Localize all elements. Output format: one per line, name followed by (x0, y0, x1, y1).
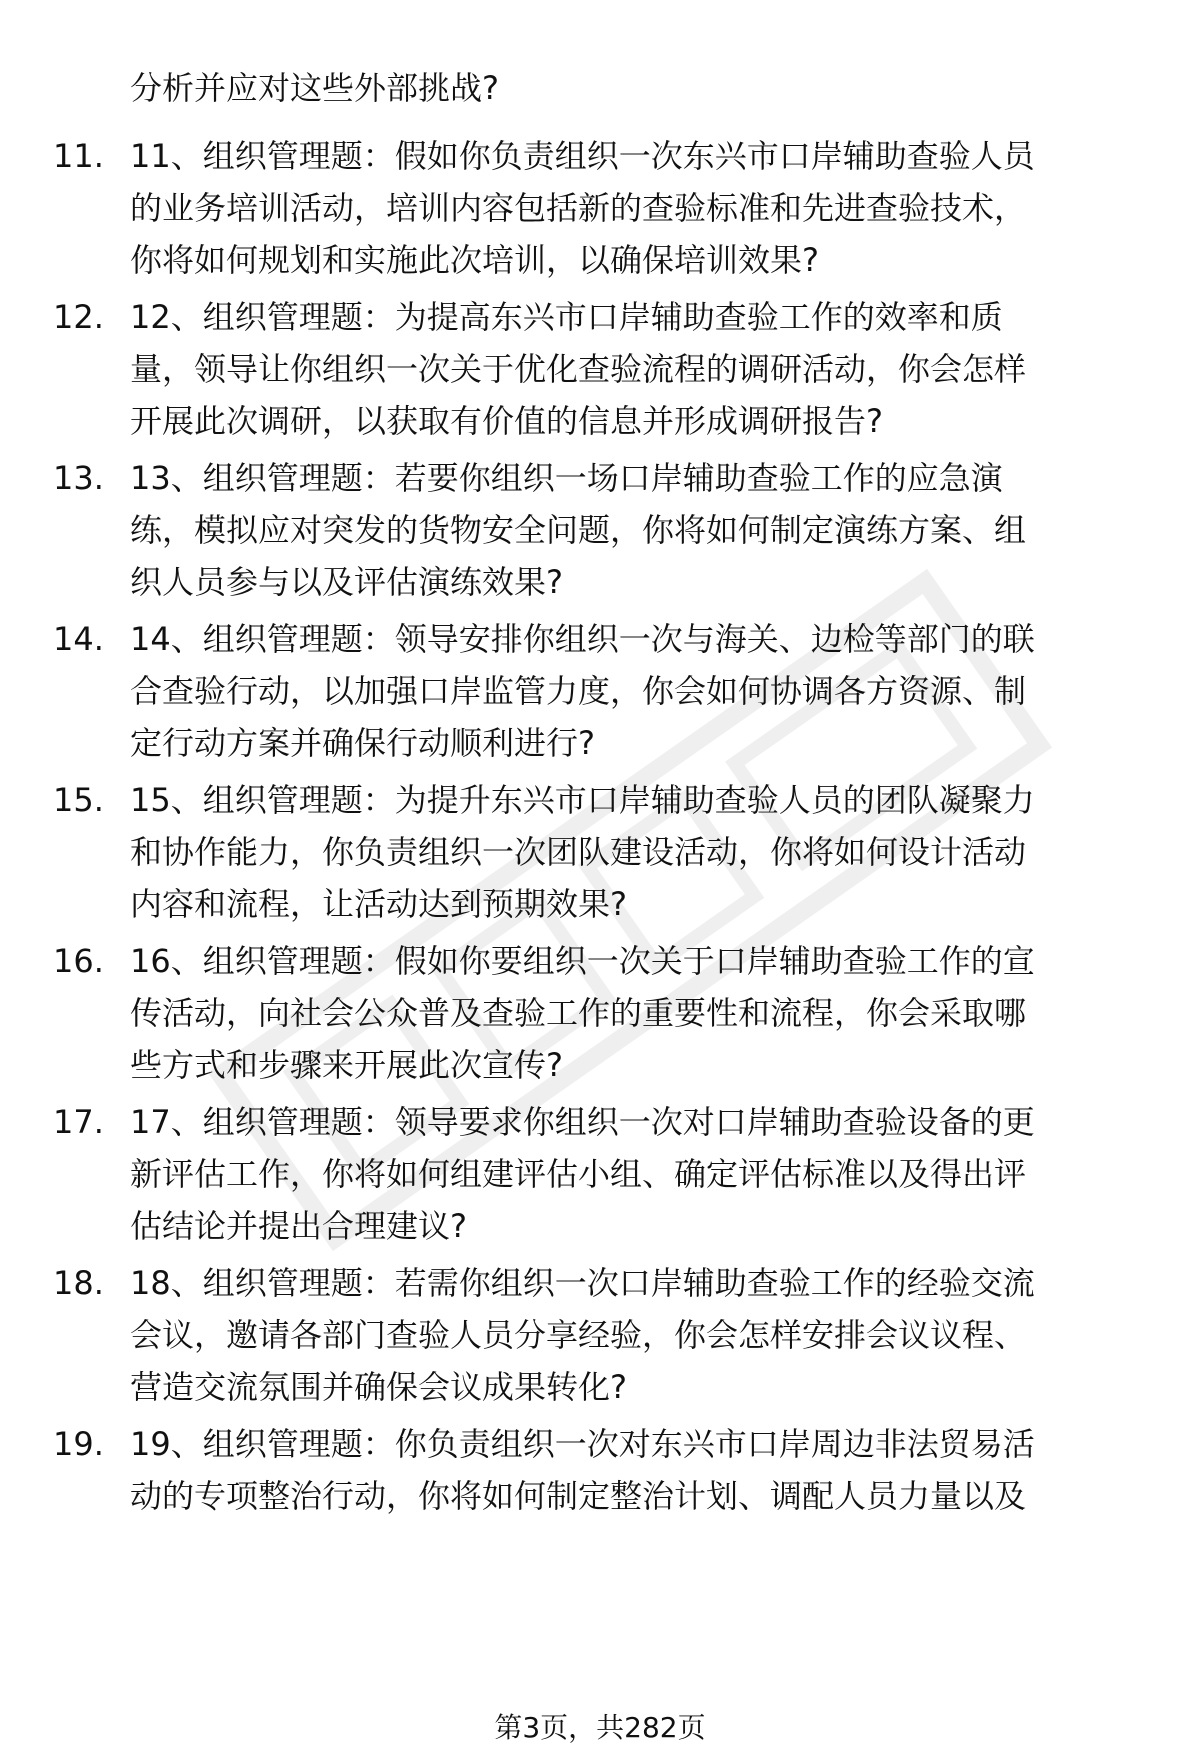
question-item-15 (0, 774, 1200, 934)
question-number: 15. (53, 781, 104, 819)
question-text-line: 新评估工作，你将如何组建评估小组、确定评估标准以及得出评 (130, 1155, 1027, 1193)
question-number: 12. (53, 298, 104, 336)
question-text-line: 织人员参与以及评估演练效果? (130, 563, 563, 601)
question-item-19 (0, 1418, 1200, 1526)
question-text-line: 练，模拟应对突发的货物安全问题，你将如何制定演练方案、组 (130, 511, 1027, 549)
question-text-line: 开展此次调研，以获取有价值的信息并形成调研报告? (130, 402, 883, 440)
question-item-16 (0, 935, 1200, 1095)
question-number: 14. (53, 620, 104, 658)
question-item-11 (0, 130, 1200, 290)
question-text-line: 合查验行动，以加强口岸监管力度，你会如何协调各方资源、制 (130, 672, 1027, 710)
question-text-line: 17、组织管理题：领导要求你组织一次对口岸辅助查验设备的更 (130, 1103, 1035, 1141)
question-text-line: 12、组织管理题：为提高东兴市口岸辅助查验工作的效率和质 (130, 298, 1003, 336)
question-text-line: 的业务培训活动，培训内容包括新的查验标准和先进查验技术， (130, 189, 1027, 227)
question-text-line: 量，领导让你组织一次关于优化查验流程的调研活动，你会怎样 (130, 350, 1027, 388)
question-text-line: 和协作能力，你负责组织一次团队建设活动，你将如何设计活动 (130, 833, 1027, 871)
question-text-line: 14、组织管理题：领导安排你组织一次与海关、边检等部门的联 (130, 620, 1035, 658)
question-number: 17. (53, 1103, 104, 1141)
question-number: 18. (53, 1264, 104, 1302)
question-text-line: 会议，邀请各部门查验人员分享经验，你会怎样安排会议议程、 (130, 1316, 1027, 1354)
question-number: 19. (53, 1425, 104, 1463)
question-text-line: 内容和流程，让活动达到预期效果? (130, 885, 627, 923)
question-text-line: 19、组织管理题：你负责组织一次对东兴市口岸周边非法贸易活 (130, 1425, 1035, 1463)
question-text-line: 营造交流氛围并确保会议成果转化? (130, 1368, 627, 1406)
question-item-17 (0, 1096, 1200, 1256)
intro-line: 分析并应对这些外部挑战? (130, 69, 499, 107)
question-text-line: 13、组织管理题：若要你组织一场口岸辅助查验工作的应急演 (130, 459, 1003, 497)
question-number: 11. (53, 137, 104, 175)
question-text-line: 18、组织管理题：若需你组织一次口岸辅助查验工作的经验交流 (130, 1264, 1035, 1302)
question-text-line: 估结论并提出合理建议? (130, 1207, 467, 1245)
question-text-line: 些方式和步骤来开展此次宣传? (130, 1046, 563, 1084)
question-item-13 (0, 452, 1200, 612)
question-text-line: 动的专项整治行动，你将如何制定整治计划、调配人员力量以及 (130, 1477, 1027, 1515)
question-text-line: 15、组织管理题：为提升东兴市口岸辅助查验人员的团队凝聚力 (130, 781, 1035, 819)
question-item-12 (0, 291, 1200, 451)
question-text-line: 16、组织管理题：假如你要组织一次关于口岸辅助查验工作的宣 (130, 942, 1035, 980)
question-number: 13. (53, 459, 104, 497)
question-text-line: 传活动，向社会公众普及查验工作的重要性和流程，你会采取哪 (130, 994, 1027, 1032)
page-footer: 第3页，共282页 (494, 1711, 706, 1744)
question-number: 16. (53, 942, 104, 980)
question-text-line: 你将如何规划和实施此次培训，以确保培训效果? (130, 241, 819, 279)
question-item-14 (0, 613, 1200, 773)
question-item-18 (0, 1257, 1200, 1417)
question-text-line: 定行动方案并确保行动顺利进行? (130, 724, 595, 762)
question-text-line: 11、组织管理题：假如你负责组织一次东兴市口岸辅助查验人员 (130, 137, 1035, 175)
